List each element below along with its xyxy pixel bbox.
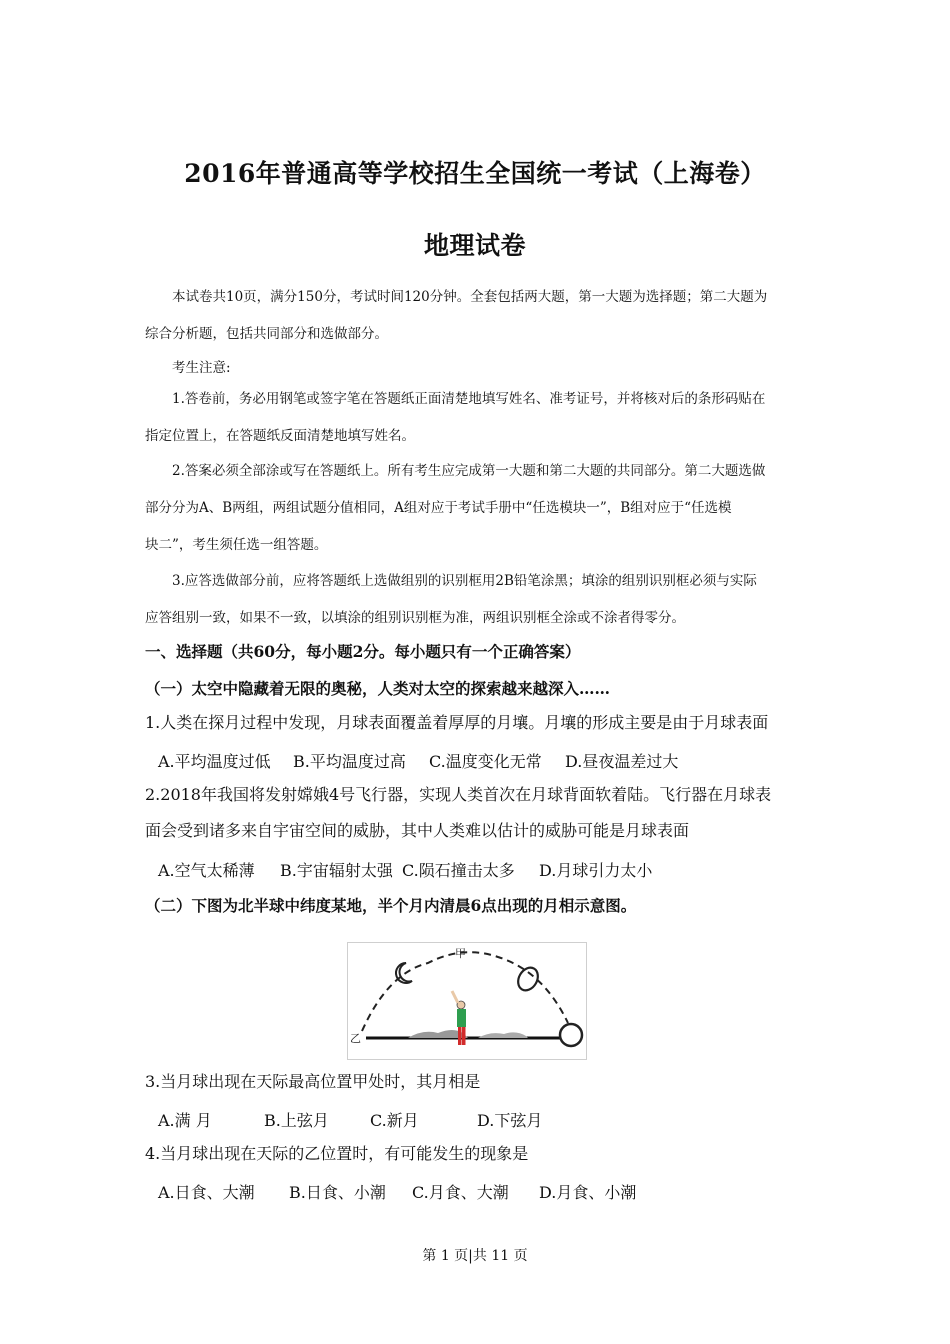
label-jia: 甲 — [455, 947, 466, 960]
note-line: 1.答卷前，务必用钢笔或签字笔在答题纸正面清楚地填写姓名、准考证号，并将核对后的条形码贴在 — [172, 391, 766, 407]
option-a: A.平均温度过低 — [158, 752, 271, 771]
question-3-options — [158, 1108, 542, 1131]
option-c: C.温度变化无常 — [429, 752, 542, 771]
option-b: B.宇宙辐射太强 — [280, 861, 393, 880]
question-1: 1.人类在探月过程中发现，月球表面覆盖着厚厚的月壤。月壤的形成主要是由于月球表面 — [145, 713, 769, 732]
option-d: D.昼夜温差过大 — [565, 752, 679, 771]
note-1 — [145, 381, 810, 455]
note-line: 指定位置上，在答题纸反面清楚地填写姓名。 — [145, 428, 415, 444]
note-line: 3.应答选做部分前，应将答题纸上选做组别的识别框用2B铅笔涂黑；填涂的组别识别框必须与实际 — [172, 573, 757, 589]
note-line: 块二”，考生须任选一组答题。 — [145, 537, 328, 553]
option-b: B.日食、小潮 — [289, 1183, 386, 1202]
label-yi: 乙 — [350, 1032, 361, 1045]
intro-paragraph — [145, 279, 810, 353]
option-a: A.空气太稀薄 — [158, 861, 255, 880]
full-moon-icon — [560, 1024, 582, 1046]
question-2 — [145, 777, 815, 849]
exam-subtitle: 地理试卷 — [423, 231, 526, 260]
option-d: D.月球引力太小 — [539, 861, 653, 880]
question-1-options — [158, 749, 678, 772]
note-line: 应答组别一致，如果不一致，以填涂的组别识别框为准，两组识别框全涂或不涂者得零分。 — [145, 610, 685, 626]
option-a: A.日食、大潮 — [158, 1183, 255, 1202]
gibbous-moon-icon — [514, 964, 542, 994]
question-line: 2.2018年我国将发射嫦娥4号飞行器，实现人类首次在月球背面软着陆。飞行器在月球表 — [145, 785, 772, 804]
note-2 — [145, 453, 810, 564]
intro-line: 本试卷共10页，满分150分，考试时间120分钟。全套包括两大题，第一大题为选择题；第二大题为 — [172, 289, 768, 305]
page-footer: 第 1 页|共 11 页 — [422, 1248, 528, 1264]
section-heading: 一、选择题（共60分，每小题2分。每小题只有一个正确答案） — [145, 642, 581, 661]
moon-phase-figure — [347, 942, 587, 1060]
option-b: B.上弦月 — [264, 1111, 329, 1130]
option-d: D.月食、小潮 — [539, 1183, 637, 1202]
option-d: D.下弦月 — [477, 1111, 543, 1130]
note-3 — [145, 563, 810, 637]
group-heading: （一）太空中隐藏着无限的奥秘，人类对太空的探索越来越深入…… — [145, 679, 611, 698]
option-c: C.月食、大潮 — [412, 1183, 509, 1202]
terrain — [478, 1032, 528, 1038]
question-3: 3.当月球出现在天际最高位置甲处时，其月相是 — [145, 1072, 481, 1091]
intro-line: 综合分析题，包括共同部分和选做部分。 — [145, 326, 388, 342]
option-c: C.新月 — [370, 1111, 419, 1130]
question-2-options — [158, 858, 652, 881]
option-a: A.满 月 — [158, 1111, 212, 1130]
notice-label-text: 考生注意: — [172, 360, 231, 376]
moon-phase-diagram — [348, 943, 586, 1059]
exam-title: 2016年普通高等学校招生全国统一考试（上海卷） — [184, 159, 766, 188]
question-line: 面会受到诸多来自宇宙空间的威胁，其中人类难以估计的威胁可能是月球表面 — [145, 821, 690, 840]
question-4-options — [158, 1180, 636, 1203]
note-line: 部分分为A、B两组，两组试题分值相同，A组对应于考试手册中“任选模块一”，B组对应于“任选模 — [145, 500, 732, 516]
group-heading: （二）下图为北半球中纬度某地，半个月内清晨6点出现的月相示意图。 — [145, 896, 637, 915]
option-c: C.陨石撞击太多 — [402, 861, 515, 880]
question-4: 4.当月球出现在天际的乙位置时，有可能发生的现象是 — [145, 1144, 529, 1163]
note-line: 2.答案必须全部涂或写在答题纸上。所有考生应完成第一大题和第二大题的共同部分。第二大题选做 — [172, 463, 766, 479]
option-b: B.平均温度过高 — [293, 752, 406, 771]
